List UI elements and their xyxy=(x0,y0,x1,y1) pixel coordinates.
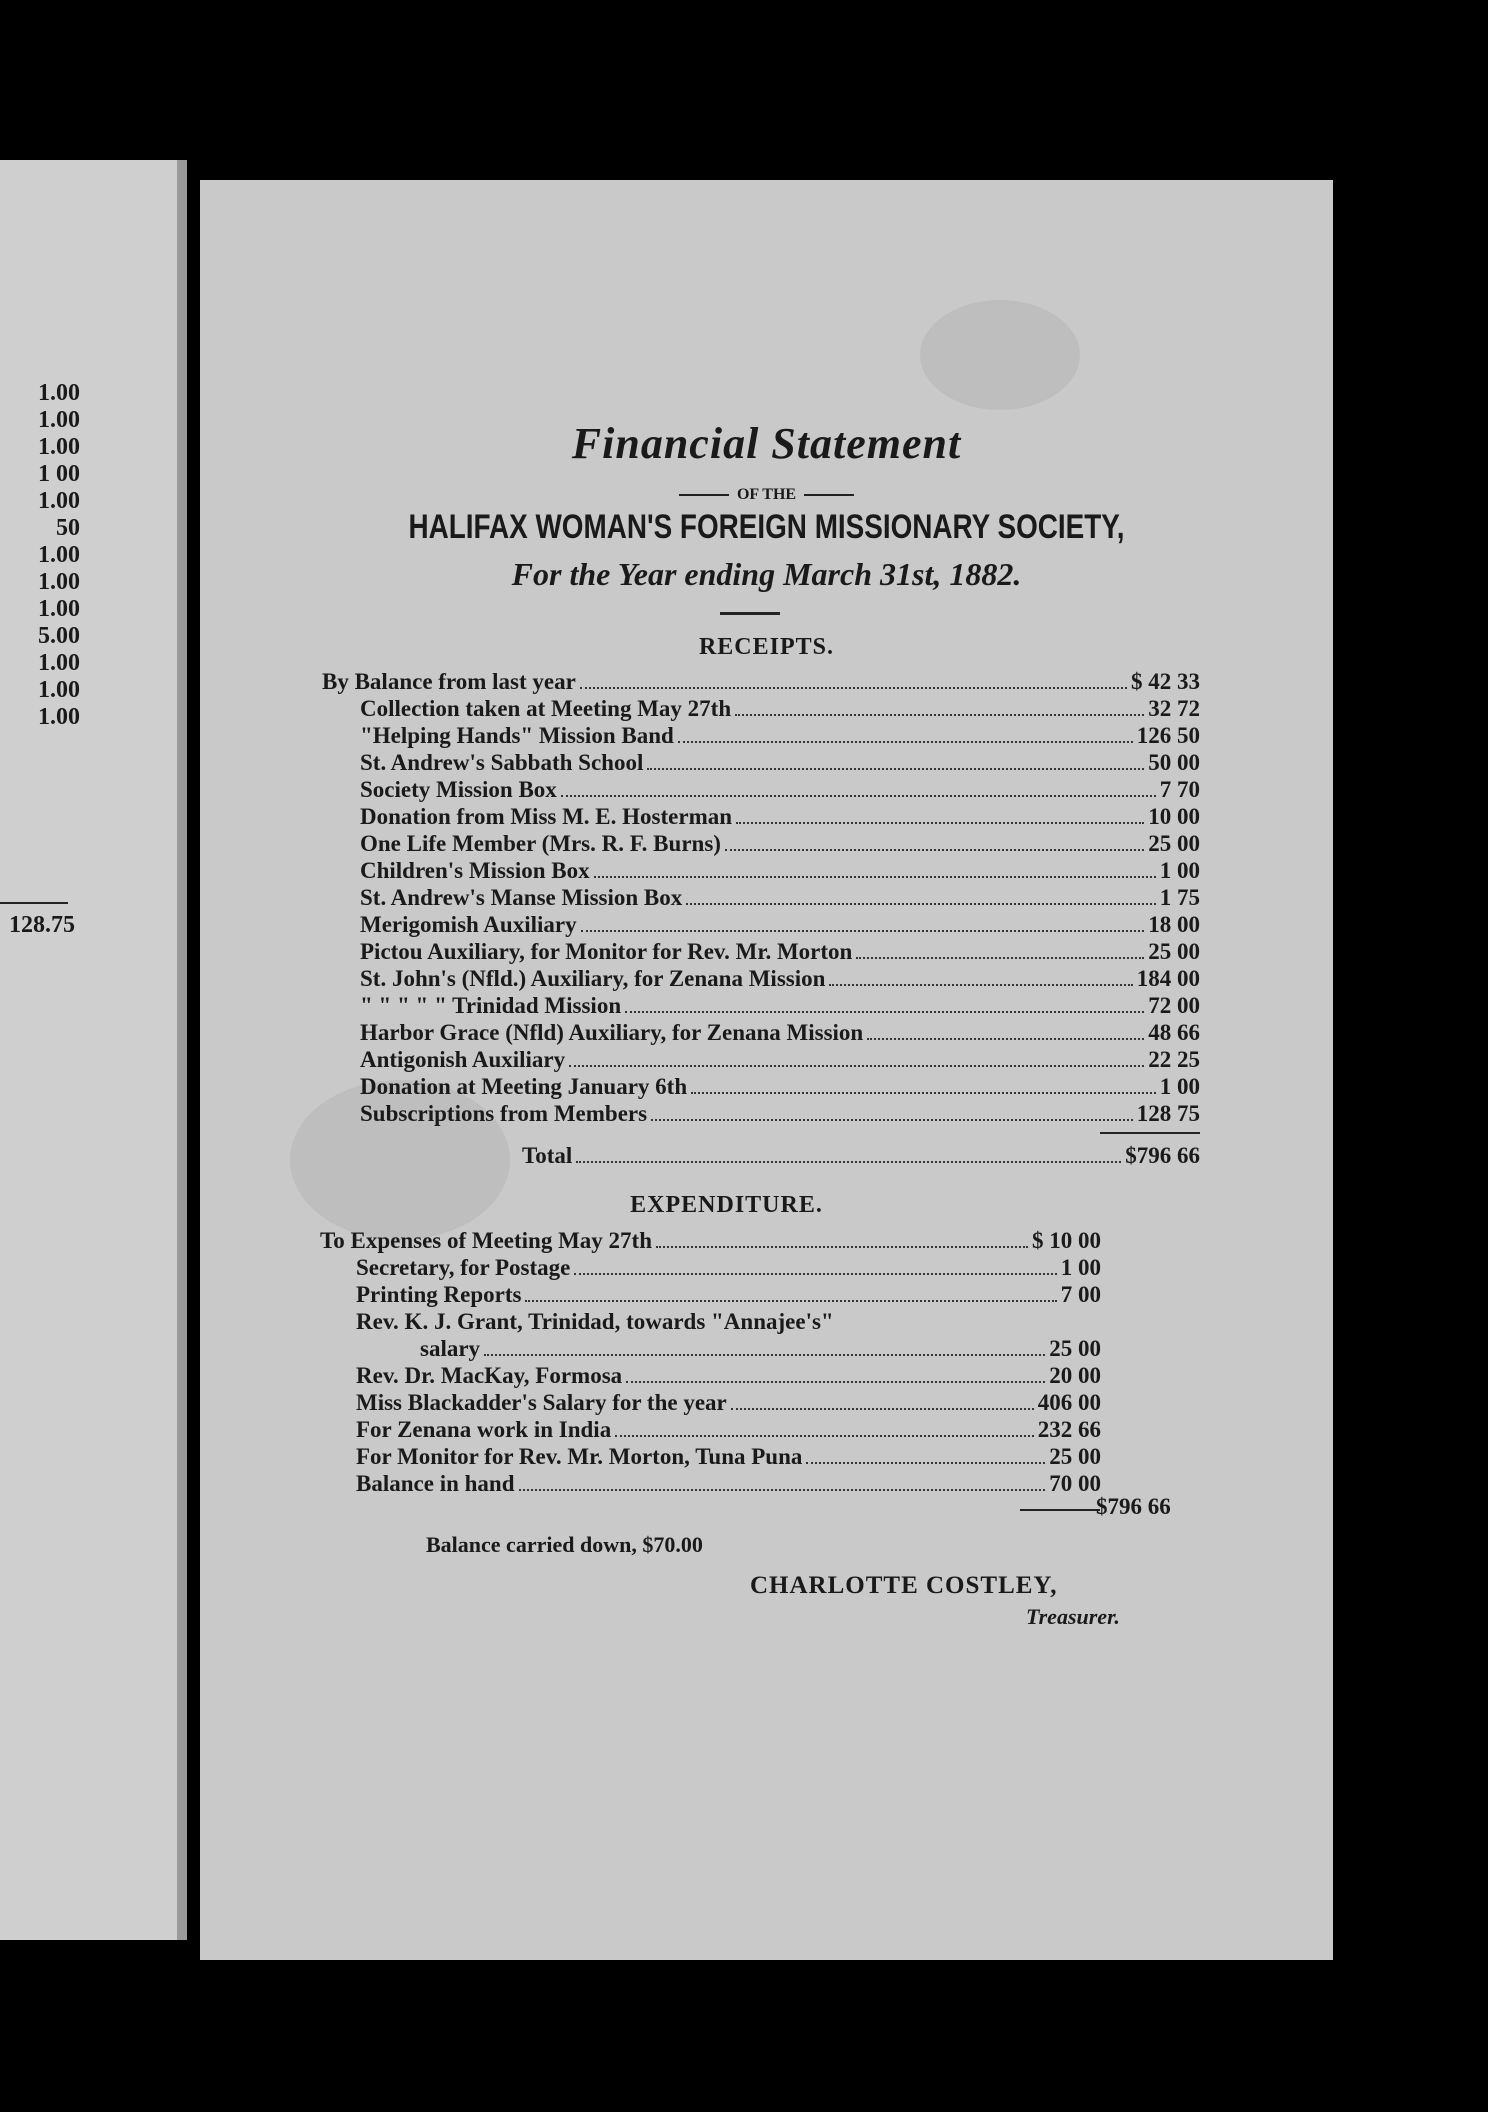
divider xyxy=(804,494,854,496)
leader-dots xyxy=(615,1421,1034,1437)
leader-dots xyxy=(484,1340,1045,1356)
receipt-amount: 184 00 xyxy=(1136,966,1200,991)
receipt-label: Subscriptions from Members xyxy=(360,1101,648,1126)
left-amount: 1.00 xyxy=(38,650,80,676)
leader-dots xyxy=(735,700,1144,716)
expenditure-label: salary xyxy=(420,1336,481,1361)
left-amount: 1.00 xyxy=(38,704,80,730)
receipts-title: RECEIPTS. xyxy=(698,634,835,660)
left-amount: 1.00 xyxy=(38,488,80,514)
receipt-row xyxy=(360,1020,1200,1047)
leader-dots xyxy=(574,1259,1056,1275)
leader-dots xyxy=(525,1286,1056,1302)
leader-dots xyxy=(626,1367,1045,1383)
expenditure-label: Secretary, for Postage xyxy=(356,1255,571,1280)
expenditure-amount: 25 00 xyxy=(1049,1444,1101,1469)
expenditure-amount: 7 00 xyxy=(1060,1282,1101,1307)
leader-dots xyxy=(651,1105,1133,1121)
society-name: HALIFAX WOMAN'S FOREIGN MISSIONARY SOCIETY, xyxy=(408,508,1125,546)
expenditure-label: Miss Blackadder's Salary for the year xyxy=(356,1390,727,1415)
leader-dots xyxy=(725,835,1144,851)
receipt-amount: 32 72 xyxy=(1148,696,1200,721)
leader-dots xyxy=(647,754,1144,770)
receipt-amount: 7 70 xyxy=(1159,777,1200,802)
leader-dots xyxy=(580,673,1127,689)
leader-dots xyxy=(686,889,1155,905)
expenditure-row xyxy=(356,1417,1101,1444)
receipt-amount: 48 66 xyxy=(1148,1020,1200,1045)
leader-dots xyxy=(691,1078,1156,1094)
divider xyxy=(679,494,729,496)
receipt-amount: 25 00 xyxy=(1148,831,1200,856)
receipt-label: "Helping Hands" Mission Band xyxy=(360,723,674,748)
page-gutter xyxy=(177,160,187,1940)
receipt-label: Harbor Grace (Nfld) Auxiliary, for Zenana Mission xyxy=(360,1020,864,1045)
receipt-amount: 1 00 xyxy=(1159,858,1200,883)
leader-dots xyxy=(736,808,1144,824)
receipt-label: Donation at Meeting January 6th xyxy=(360,1074,688,1099)
leader-dots xyxy=(856,943,1144,959)
expenditure-amount: 406 00 xyxy=(1037,1390,1101,1415)
expenditure-row xyxy=(356,1282,1101,1309)
receipt-row xyxy=(360,912,1200,939)
receipt-row xyxy=(360,966,1200,993)
left-amount: 1.00 xyxy=(38,677,80,703)
expenditure-label: Printing Reports xyxy=(356,1282,522,1307)
total-amount: $796 66 xyxy=(1125,1143,1200,1168)
total-label: Total xyxy=(522,1143,573,1168)
receipt-label: By Balance from last year xyxy=(322,669,576,694)
expenditure-label: Rev. K. J. Grant, Trinidad, towards "Annajee's" xyxy=(356,1309,834,1334)
left-total-rule xyxy=(0,902,68,904)
receipt-row xyxy=(360,831,1200,858)
left-amount: 1.00 xyxy=(38,380,80,406)
receipt-amount: 25 00 xyxy=(1148,939,1200,964)
left-total: 128.75 xyxy=(9,912,75,938)
receipt-row xyxy=(360,723,1200,750)
leader-dots xyxy=(625,997,1144,1013)
expenditure-row xyxy=(356,1471,1101,1498)
leader-dots xyxy=(581,916,1145,932)
signature-title: Treasurer. xyxy=(1026,1604,1120,1629)
receipt-amount: 72 00 xyxy=(1148,993,1200,1018)
fancy-title: Financial Statement xyxy=(571,419,962,468)
left-amount: 1.00 xyxy=(38,434,80,460)
of-the-line xyxy=(200,486,1333,504)
leader-dots xyxy=(829,970,1132,986)
expenditure-amount: 25 00 xyxy=(1049,1336,1101,1361)
left-amount: 1.00 xyxy=(38,407,80,433)
expenditure-row xyxy=(420,1336,1101,1363)
expenditure-label: For Monitor for Rev. Mr. Morton, Tuna Puna xyxy=(356,1444,803,1469)
receipt-amount: 10 00 xyxy=(1148,804,1200,829)
expenditure-label: For Zenana work in India xyxy=(356,1417,612,1442)
expenditure-label: Balance in hand xyxy=(356,1471,515,1496)
left-amount: 5.00 xyxy=(38,623,80,649)
receipt-row xyxy=(360,993,1200,1020)
expenditure-total-rule xyxy=(1020,1509,1100,1511)
receipt-label: One Life Member (Mrs. R. F. Burns) xyxy=(360,831,721,856)
left-amount: 1.00 xyxy=(38,596,80,622)
expenditure-title: EXPENDITURE. xyxy=(630,1192,823,1218)
receipt-label: Antigonish Auxiliary xyxy=(360,1047,566,1072)
receipt-row xyxy=(360,858,1200,885)
receipt-row xyxy=(322,669,1200,696)
receipt-row xyxy=(360,1101,1200,1128)
receipt-row xyxy=(360,750,1200,777)
paper-stain xyxy=(920,300,1080,410)
receipt-row xyxy=(360,804,1200,831)
expenditure-row xyxy=(320,1228,1101,1255)
left-amount: 1.00 xyxy=(38,542,80,568)
left-facing-page xyxy=(0,160,187,1940)
leader-dots xyxy=(569,1051,1144,1067)
receipt-amount: 128 75 xyxy=(1136,1101,1200,1126)
expenditure-amount: 232 66 xyxy=(1037,1417,1101,1442)
receipt-label: Merigomish Auxiliary xyxy=(360,912,577,937)
expenditure-label: To Expenses of Meeting May 27th xyxy=(320,1228,653,1253)
expenditure-row xyxy=(356,1444,1101,1471)
leader-dots xyxy=(867,1024,1144,1040)
receipt-row xyxy=(360,696,1200,723)
leader-dots xyxy=(576,1147,1121,1163)
receipt-label: " " " " " Trinidad Mission xyxy=(360,993,622,1018)
left-amount: 50 xyxy=(56,515,80,541)
ornament-rule xyxy=(720,612,780,615)
leader-dots xyxy=(806,1448,1045,1464)
receipt-label: Society Mission Box xyxy=(360,777,557,802)
leader-dots xyxy=(731,1394,1034,1410)
receipt-amount: 126 50 xyxy=(1136,723,1200,748)
expenditure-row xyxy=(356,1255,1101,1282)
expenditure-amount: 20 00 xyxy=(1049,1363,1101,1388)
of-the-text: OF THE xyxy=(736,486,797,503)
left-amount: 1.00 xyxy=(38,569,80,595)
expenditure-row xyxy=(356,1390,1101,1417)
receipt-label: St. John's (Nfld.) Auxiliary, for Zenana Mission xyxy=(360,966,826,991)
signature-name: CHARLOTTE COSTLEY, xyxy=(750,1572,1058,1599)
receipt-row xyxy=(360,939,1200,966)
expenditure-amount: 1 00 xyxy=(1060,1255,1101,1280)
leader-dots xyxy=(561,781,1156,797)
leader-dots xyxy=(678,727,1133,743)
receipt-amount: 22 25 xyxy=(1148,1047,1200,1072)
expenditure-total: $796 66 xyxy=(1096,1494,1171,1519)
leader-dots xyxy=(519,1475,1046,1491)
receipt-label: Children's Mission Box xyxy=(360,858,590,883)
receipt-amount: 50 00 xyxy=(1148,750,1200,775)
expenditure-amount: 70 00 xyxy=(1049,1471,1101,1496)
receipt-row xyxy=(360,777,1200,804)
left-amount-column xyxy=(0,380,80,731)
expenditure-row xyxy=(356,1363,1101,1390)
receipt-row xyxy=(360,885,1200,912)
receipt-label: St. Andrew's Sabbath School xyxy=(360,750,644,775)
expenditure-label: Rev. Dr. MacKay, Formosa xyxy=(356,1363,623,1388)
receipts-total-rule xyxy=(1100,1132,1200,1134)
receipt-amount: 18 00 xyxy=(1148,912,1200,937)
receipt-label: Collection taken at Meeting May 27th xyxy=(360,696,732,721)
receipt-row xyxy=(360,1047,1200,1074)
balance-note: Balance carried down, $70.00 xyxy=(426,1532,703,1557)
receipt-amount: $ 42 33 xyxy=(1131,669,1200,694)
document-page xyxy=(200,180,1333,1960)
receipt-label: Pictou Auxiliary, for Monitor for Rev. Mr. Morton xyxy=(360,939,853,964)
receipt-amount: 1 75 xyxy=(1159,885,1200,910)
receipts-total-row xyxy=(522,1143,1200,1170)
receipt-amount: 1 00 xyxy=(1159,1074,1200,1099)
receipt-row xyxy=(360,1074,1200,1101)
receipt-label: Donation from Miss M. E. Hosterman xyxy=(360,804,733,829)
leader-dots xyxy=(656,1232,1028,1248)
leader-dots xyxy=(594,862,1156,878)
left-amount: 1 00 xyxy=(38,461,80,487)
year-line: For the Year ending March 31st, 1882. xyxy=(511,556,1022,592)
expenditure-amount: $ 10 00 xyxy=(1032,1228,1101,1253)
receipt-label: St. Andrew's Manse Mission Box xyxy=(360,885,683,910)
